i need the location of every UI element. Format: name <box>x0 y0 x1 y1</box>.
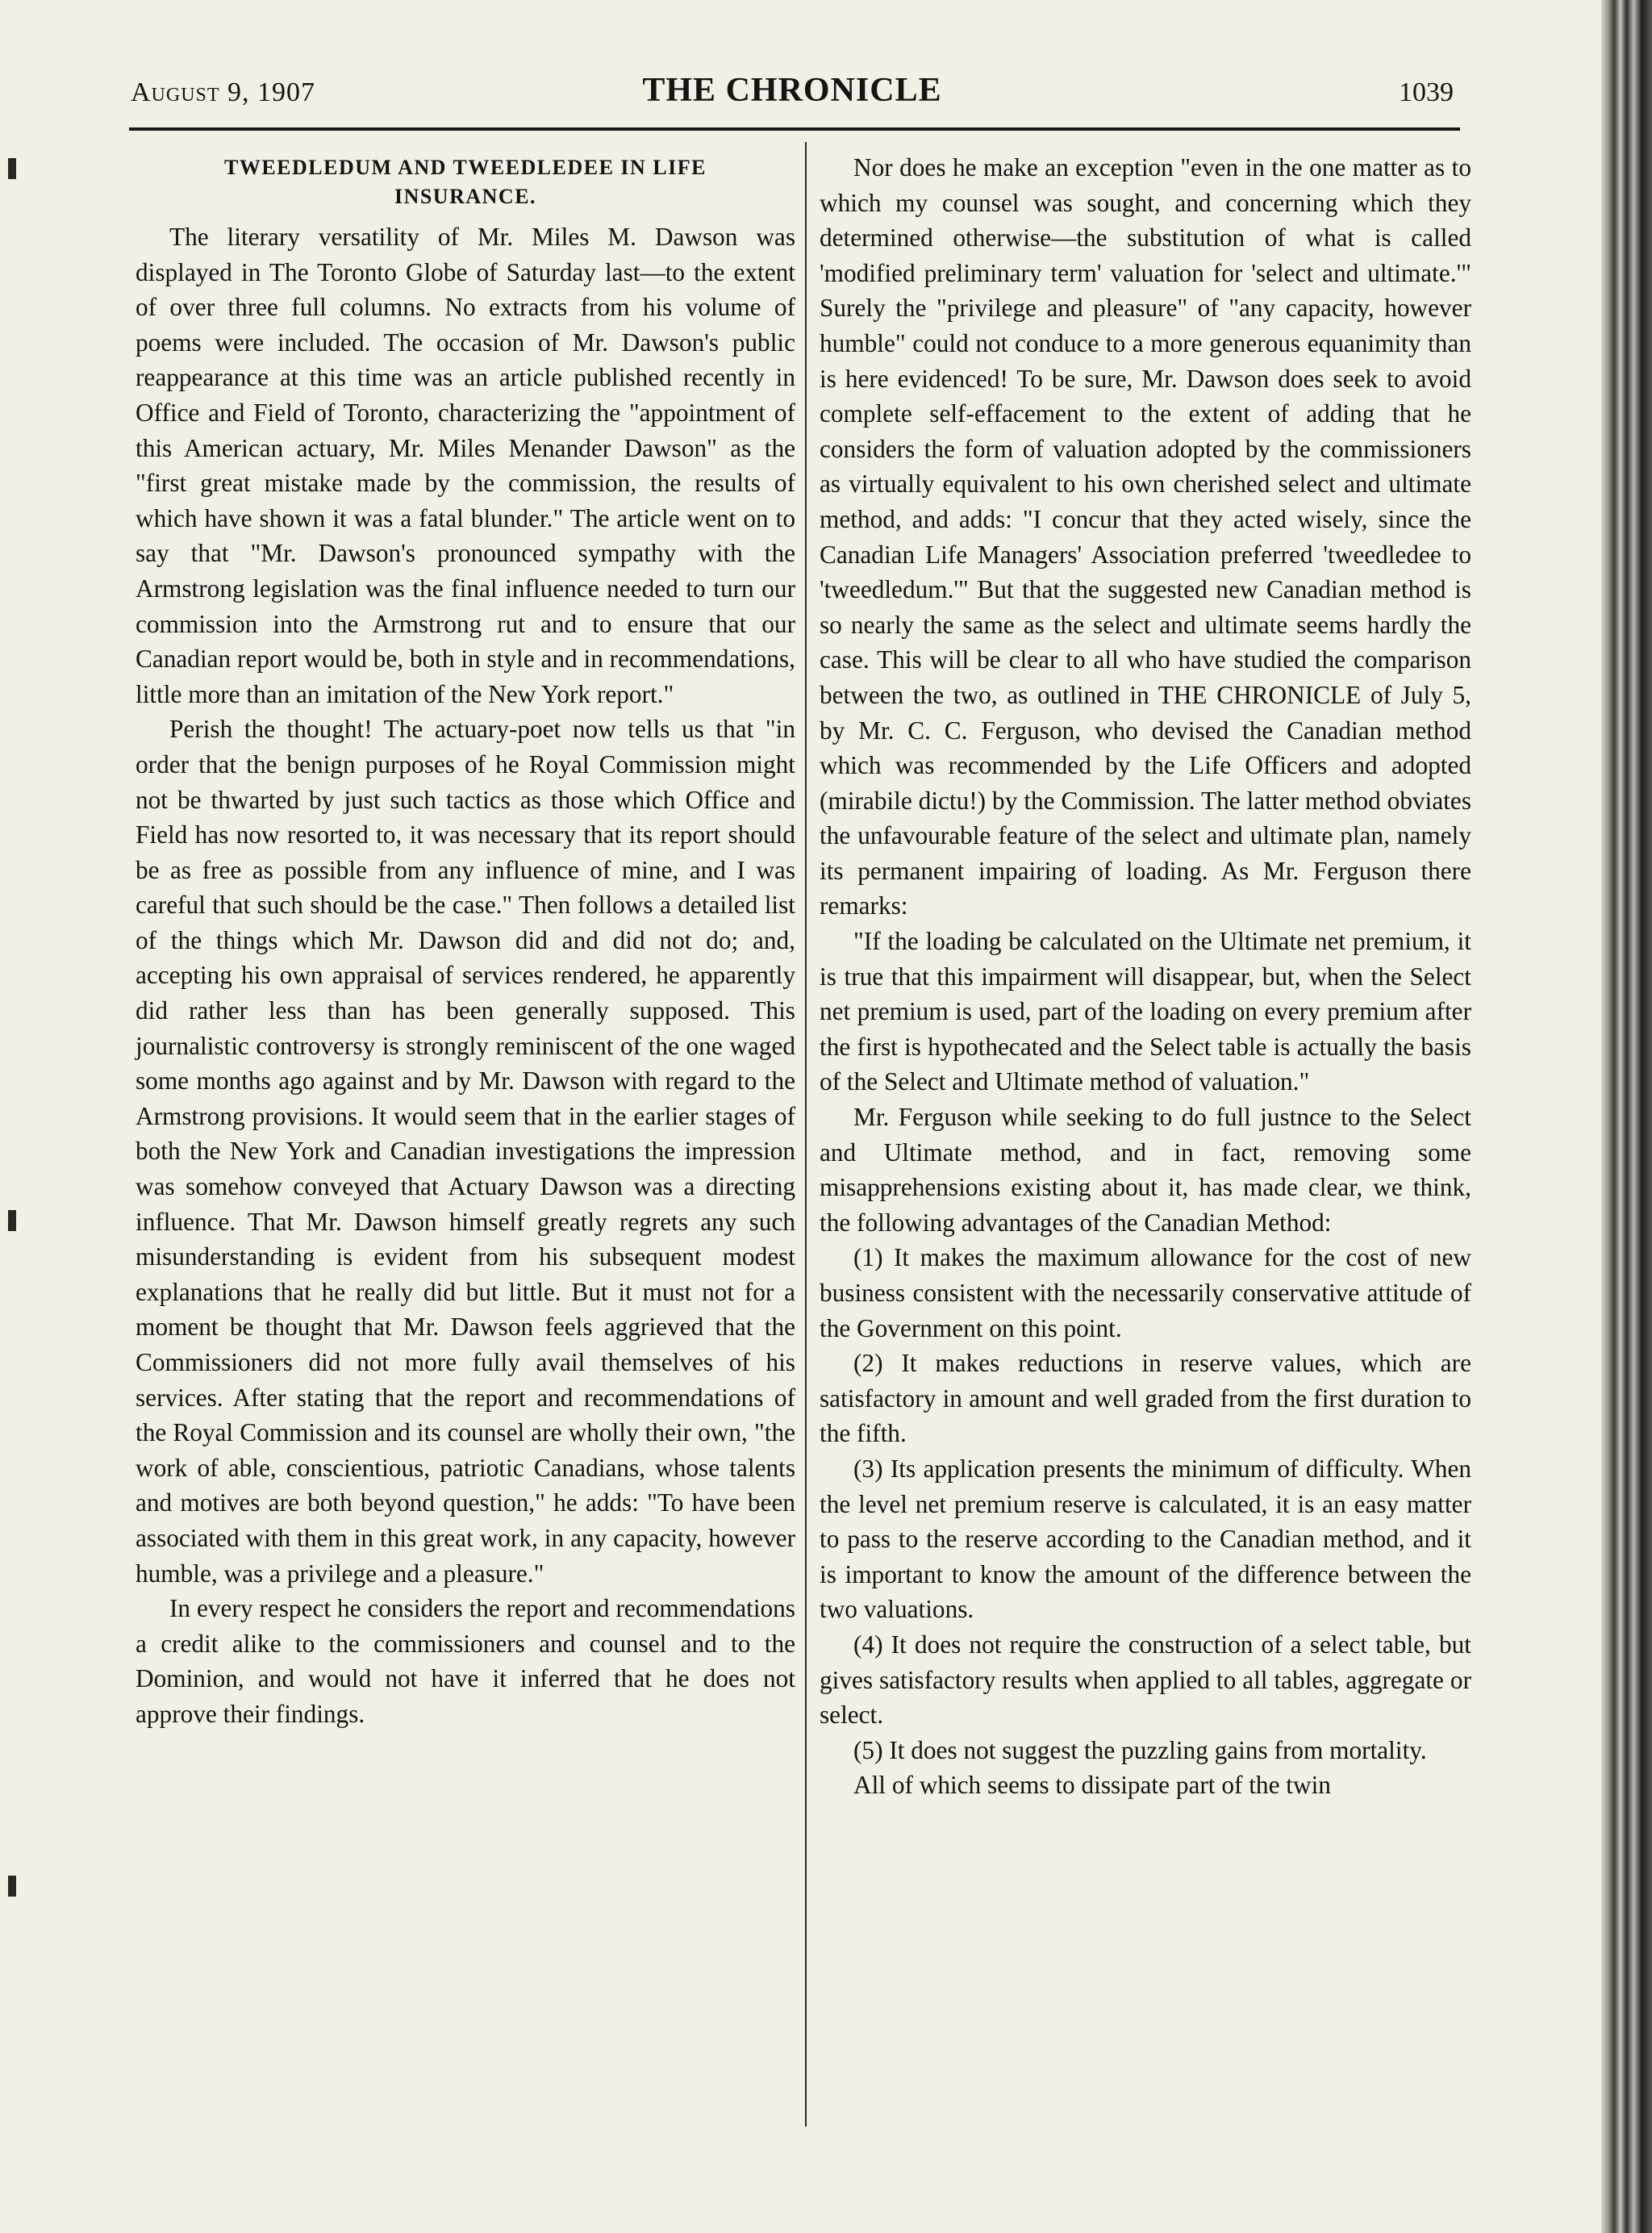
binding-mark <box>8 1876 16 1897</box>
left-paragraph: The literary versatility of Mr. Miles M. Dawson was displayed in The Toronto Globe of Saturday last—to the extent of over three full columns. No extracts from his volume of poems were included. The occasion of Mr. Dawson's public reappearance at this time was an article published recently in Office and Field of Toronto, characterizing the "appointment of this American actuary, Mr. Miles Menander Dawson" as the "first great mistake made by the commission, the results of which have shown it was a fatal blunder." The article went on to say that "Mr. Dawson's pronounced sympathy with the Armstrong legislation was the final influence needed to turn our commission into the Armstrong rut and to ensure that our Canadian report would be, both in style and in recommendations, little more than an imitation of the New York report." <box>136 223 795 708</box>
binding-mark <box>8 158 16 179</box>
right-paragraph: (3) Its application presents the minimum of difficulty. When the level net premium reserve is calculated, it is an easy matter to pass to the reserve according to the Canadian method, and it is important to know the amount of the difference between the two valuations. <box>820 1454 1471 1624</box>
right-paragraph: (5) It does not suggest the puzzling gains from mortality. <box>853 1735 1427 1764</box>
column-divider <box>805 142 807 2127</box>
publication-title: THE CHRONICLE <box>642 72 942 109</box>
right-paragraph: Mr. Ferguson while seeking to do full justnce to the Select and Ultimate method, and in fact, removing some misapprehensions existing about it, has made clear, we think, the following advantages of the Canadian Method: <box>820 1103 1471 1237</box>
left-paragraph: Perish the thought! The actuary-poet now tells us that "in order that the benign purposes of he Royal Commission might not be thwarted by just such tactics as those which Office and Field has now resorted to, it was necessary that its report should be as free as possible from any influence of mine, and I was careful that such should be the case." Then follows a detailed list of the things which Mr. Dawson did and did not do; and, accepting his own appraisal of services rendered, he apparently did rather less than has been generally supposed. This journalistic controversy is strongly reminiscent of the one waged some months ago against and by Mr. Dawson with regard to the Armstrong provisions. It would seem that in the earlier stages of both the New York and Canadian investigations the impression was somehow conveyed that Actuary Dawson was a directing influence. That Mr. Dawson himself greatly regrets any such misunderstanding is evident from his subsequent modest explanations that he really did but little. But it must not for a moment be thought that Mr. Dawson feels aggrieved that the Commissioners did not more fully avail themselves of his services. After stating that the report and recommendations of the Royal Commission and its counsel are wholly their own, "the work of able, conscientious, patriotic Canadians, whose talents and motives are both beyond question," he adds: "To have been associated with them in this great work, in any capacity, however humble, was a privilege and a pleasure." <box>136 715 795 1588</box>
left-column <box>136 150 795 1732</box>
article-title: TWEEDLEDUM AND TWEEDLEDEE IN LIFE INSURANCE. <box>223 156 707 208</box>
right-paragraph: (1) It makes the maximum allowance for the cost of new business consistent with the necessarily conservative attitude of the Government on this point. <box>820 1243 1471 1342</box>
left-paragraph: In every respect he considers the report and recommendations a credit alike to the commissioners and counsel and to the Dominion, and would not have it inferred that he does not approve their findings. <box>136 1594 795 1728</box>
right-paragraph: (2) It makes reductions in reserve values, which are satisfactory in amount and well graded from the first duration to the fifth. <box>820 1349 1471 1448</box>
page-binding-edge <box>1601 0 1652 2233</box>
page-header <box>131 71 1454 119</box>
header-rule <box>129 127 1460 131</box>
header-date: August 9, 1907 <box>131 77 316 107</box>
right-paragraph: All of which seems to dissipate part of the twin <box>853 1771 1331 1800</box>
right-paragraph: "If the loading be calculated on the Ultimate net premium, it is true that this impairment will disappear, but, when the Select net premium is used, part of the loading on every premium after the first is hypothecated and the Select table is actually the basis of the Select and Ultimate method of valuation." <box>820 927 1471 1096</box>
right-column <box>820 150 1471 1803</box>
right-paragraph: (4) It does not require the construction of a select table, but gives satisfactory results when applied to all tables, aggregate or select. <box>820 1630 1471 1730</box>
right-paragraph: Nor does he make an exception "even in the one matter as to which my counsel was sought, and concerning which they determined otherwise—the substitution of what is called 'modified preliminary term' valuation for 'select and ultimate.'" Surely the "privilege and pleasure" of "any capacity, however humble" could not conduce to a more generous equanimity than is here evidenced! To be sure, Mr. Dawson does seek to avoid complete self-effacement to the extent of adding that he considers the form of valuation adopted by the commissioners as virtually equivalent to his own cherished select and ultimate method, and adds: "I concur that they acted wisely, since the Canadian Life Managers' Association preferred 'tweedledee to 'tweedledum.'" But that the suggested new Canadian method is so nearly the same as the select and ultimate seems hardly the case. This will be clear to all who have studied the comparison between the two, as outlined in THE CHRONICLE of July 5, by Mr. C. C. Ferguson, who devised the Canadian method which was recommended by the Life Officers and adopted (mirabile dictu!) by the Commission. The latter method obviates the unfavourable feature of the select and ultimate plan, namely its permanent impairing of loading. As Mr. Ferguson there remarks: <box>820 153 1471 920</box>
binding-mark <box>8 1210 16 1231</box>
page-number: 1039 <box>1399 77 1454 107</box>
